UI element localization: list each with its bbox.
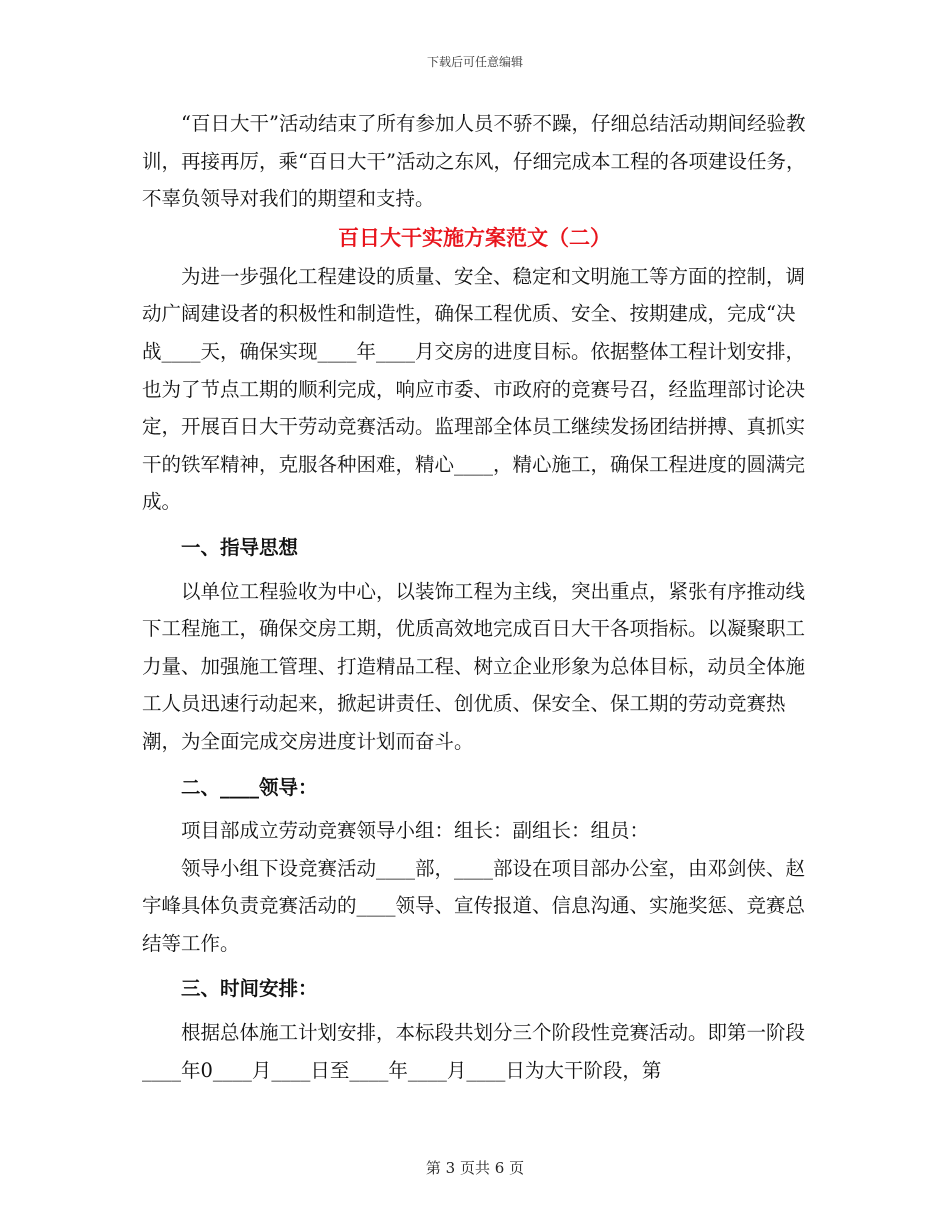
section-heading-guiding-ideology: 一、指导思想 [181, 535, 299, 559]
intro-paragraph: 为进一步强化工程建设的质量、安全、稳定和文明施工等方面的控制，调动广阔建设者的积极性和制造性，确保工程优质、安全、按期建成，完成“决战____天，确保实现____年____月交房的进度目标。依据整体工程计划安排，也为了节点工期的顺利完成，响应市委、市政府的竞赛号召，经监理部讨论决定，开展百日大干劳动竞赛活动。监理部全体员工继续发扬团结拼搏、真抓实干的铁军精神，克服各种困难，精心____，精心施工，确保工程进度的圆满完成。 [142, 264, 806, 514]
section-paragraph: 根据总体施工计划安排，本标段共划分三个阶段性竞赛活动。即第一阶段____年0____月____日至____年____月____日为大干阶段，第 [142, 1021, 806, 1082]
document-body [142, 105, 807, 1089]
closing-paragraph: “百日大干”活动结束了所有参加人员不骄不躁，仔细总结活动期间经验教训，再接再厉，乘“百日大干”活动之东风，仔细完成本工程的各项建设任务，不辜负领导对我们的期望和支持。 [142, 112, 806, 211]
section-paragraph: 领导小组下设竞赛活动____部，____部设在项目部办公室，由邓剑侠、赵宇峰具体负责竞赛活动的____领导、宣传报道、信息沟通、实施奖惩、竞赛总结等工作。 [142, 856, 806, 955]
document-title: 百日大干实施方案范文（二） [338, 224, 611, 250]
section-heading-schedule: 三、时间安排： [181, 977, 318, 1001]
page-header: 下载后可任意编辑 [426, 55, 523, 69]
section-heading-leadership: 二、____领导： [181, 775, 318, 799]
section-paragraph: 项目部成立劳动竞赛领导小组：组长：副组长：组员： [181, 819, 650, 843]
page-footer: 第 3 页共 6 页 [425, 1159, 525, 1177]
section-paragraph: 以单位工程验收为中心，以装饰工程为主线，突出重点，紧张有序推动线下工程施工，确保交房工期，优质高效地完成百日大干各项指标。以凝聚职工力量、加强施工管理、打造精品工程、树立企业形象为总体目标，动员全体施工人员迅速行动起来，掀起讲责任、创优质、保安全、保工期的劳动竞赛热潮，为全面完成交房进度计划而奋斗。 [142, 579, 806, 753]
